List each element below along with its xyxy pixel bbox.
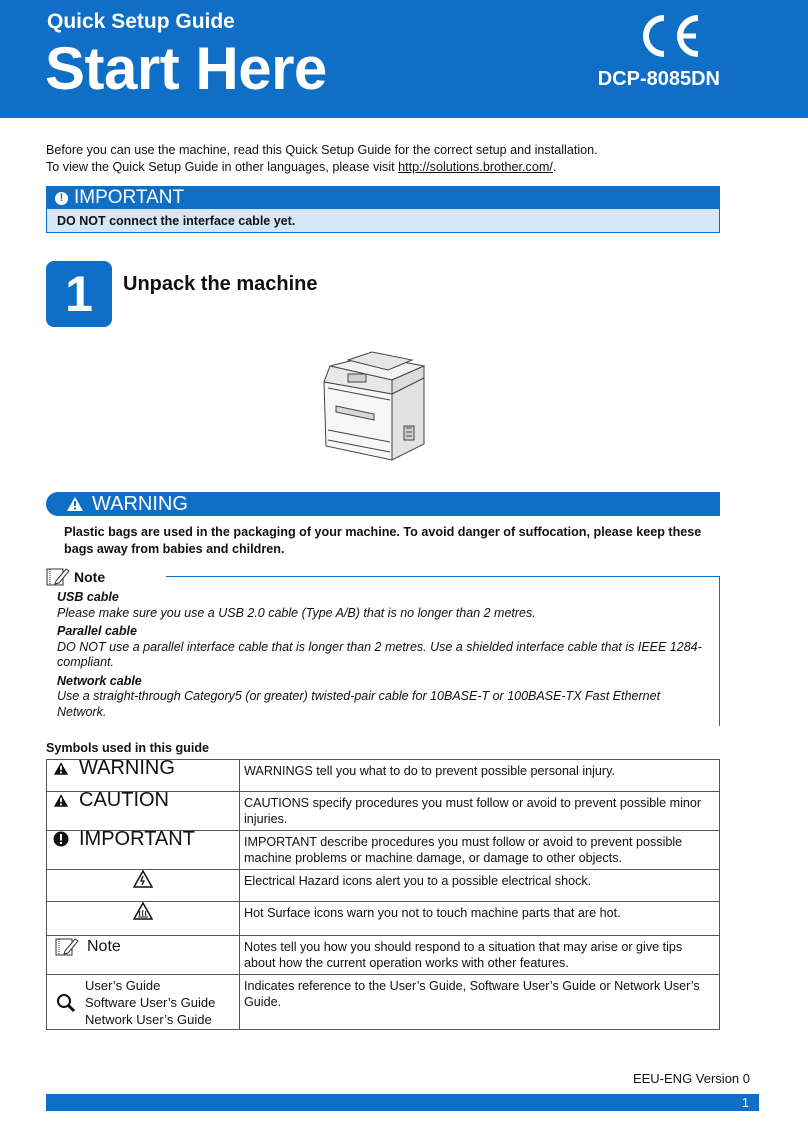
electrical-hazard-icon bbox=[133, 870, 153, 888]
step-number-badge: 1 bbox=[46, 261, 112, 327]
symbol-cell bbox=[47, 870, 240, 902]
important-header bbox=[47, 187, 719, 209]
warning-label: WARNING bbox=[92, 492, 188, 515]
table-row bbox=[47, 760, 720, 792]
symbol-cell bbox=[47, 789, 240, 831]
warning-triangle-icon bbox=[66, 496, 84, 512]
table-row bbox=[47, 936, 720, 975]
table-row bbox=[47, 902, 720, 936]
note-text-network: Use a straight-through Category5 (or greater) twisted-pair cable for 10BASE-T or 100BASE-TX Fast Ethernet Network. bbox=[57, 689, 661, 719]
guide-users: User’s Guide bbox=[85, 978, 161, 993]
symbol-description: IMPORTANT describe procedures you must follow or avoid to prevent possible machine problems or machine damage, or damage to other objects. bbox=[240, 831, 720, 870]
important-text: DO NOT connect the interface cable yet. bbox=[47, 209, 719, 232]
intro-line-2-suffix: . bbox=[552, 160, 557, 174]
note-heading-network: Network cable bbox=[57, 673, 142, 688]
page-number: 1 bbox=[741, 1095, 749, 1110]
intro-line-2-prefix: To view the Quick Setup Guide in other languages, please visit bbox=[46, 160, 399, 174]
table-row bbox=[47, 792, 720, 831]
intro-line-2 bbox=[46, 159, 598, 176]
note-heading-parallel: Parallel cable bbox=[57, 624, 137, 638]
printer-illustration-icon bbox=[312, 348, 432, 472]
symbol-cell bbox=[47, 936, 240, 975]
exclamation-circle-icon bbox=[53, 831, 69, 847]
model-number: DCP-8085DN bbox=[597, 68, 720, 90]
step-title: Unpack the machine bbox=[123, 273, 318, 295]
symbol-cell bbox=[47, 828, 240, 870]
guides-list bbox=[85, 977, 215, 1028]
table-row bbox=[47, 975, 720, 1030]
note-header bbox=[46, 566, 166, 588]
pencil-note-icon bbox=[55, 936, 79, 958]
table-row bbox=[47, 831, 720, 870]
note-label: Note bbox=[74, 569, 106, 585]
solutions-link[interactable]: http://solutions.brother.com/ bbox=[398, 160, 553, 174]
page-title: Start Here bbox=[45, 35, 327, 102]
symbol-label: Note bbox=[87, 938, 121, 955]
symbol-description: Notes tell you how you should respond to a situation that may arise or give tips about how the current operation works with other features. bbox=[240, 936, 720, 975]
note-box bbox=[46, 566, 720, 726]
guide-software: Software User’s Guide bbox=[85, 995, 216, 1010]
warning-banner bbox=[46, 492, 720, 516]
guide-subtitle: Quick Setup Guide bbox=[47, 10, 235, 33]
warning-triangle-icon bbox=[53, 761, 69, 776]
warning-text: Plastic bags are used in the packaging of your machine. To avoid danger of suffocation, please keep these bags away from babies and children. bbox=[64, 525, 702, 556]
exclamation-icon: ! bbox=[55, 192, 68, 205]
footer-bar bbox=[46, 1094, 759, 1111]
note-heading-usb: USB cable bbox=[57, 590, 119, 604]
intro-text bbox=[46, 142, 598, 176]
note-text-parallel: DO NOT use a parallel interface cable that is longer than 2 metres. Use a shielded interface cable that is IEEE 1284-compliant. bbox=[57, 639, 702, 669]
important-box bbox=[46, 186, 720, 233]
version-text: EEU-ENG Version 0 bbox=[632, 1071, 750, 1086]
symbols-title: Symbols used in this guide bbox=[46, 741, 210, 755]
note-text-usb: Please make sure you use a USB 2.0 cable (Type A/B) that is no longer than 2 metres. bbox=[57, 605, 536, 620]
symbol-label: CAUTION bbox=[79, 789, 169, 811]
symbols-table bbox=[46, 759, 720, 1030]
symbol-cell bbox=[47, 757, 240, 792]
table-row bbox=[47, 870, 720, 902]
guide-network: Network User’s Guide bbox=[85, 1012, 212, 1027]
important-label: IMPORTANT bbox=[74, 187, 185, 208]
magnifier-reference-icon bbox=[56, 993, 76, 1013]
symbol-description: WARNINGS tell you what to do to prevent possible personal injury. bbox=[240, 760, 720, 792]
caution-triangle-icon bbox=[53, 793, 69, 808]
symbol-description: CAUTIONS specify procedures you must follow or avoid to prevent possible minor injuries. bbox=[240, 792, 720, 831]
symbol-label: WARNING bbox=[79, 757, 175, 779]
hot-surface-icon bbox=[133, 902, 153, 920]
symbol-description: Electrical Hazard icons alert you to a possible electrical shock. bbox=[240, 870, 720, 902]
ce-mark-icon bbox=[634, 12, 704, 60]
symbol-description: Hot Surface icons warn you not to touch machine parts that are hot. bbox=[240, 902, 720, 936]
pencil-note-icon bbox=[46, 567, 70, 587]
symbol-cell bbox=[47, 902, 240, 936]
symbol-label: IMPORTANT bbox=[79, 828, 195, 850]
intro-line-1: Before you can use the machine, read this Quick Setup Guide for the correct setup and installation. bbox=[46, 143, 598, 157]
symbol-cell bbox=[47, 975, 240, 1030]
symbol-description: Indicates reference to the User’s Guide, Software User’s Guide or Network User’s Guide. bbox=[240, 975, 720, 1030]
note-content bbox=[57, 588, 712, 723]
header-banner bbox=[0, 0, 808, 118]
